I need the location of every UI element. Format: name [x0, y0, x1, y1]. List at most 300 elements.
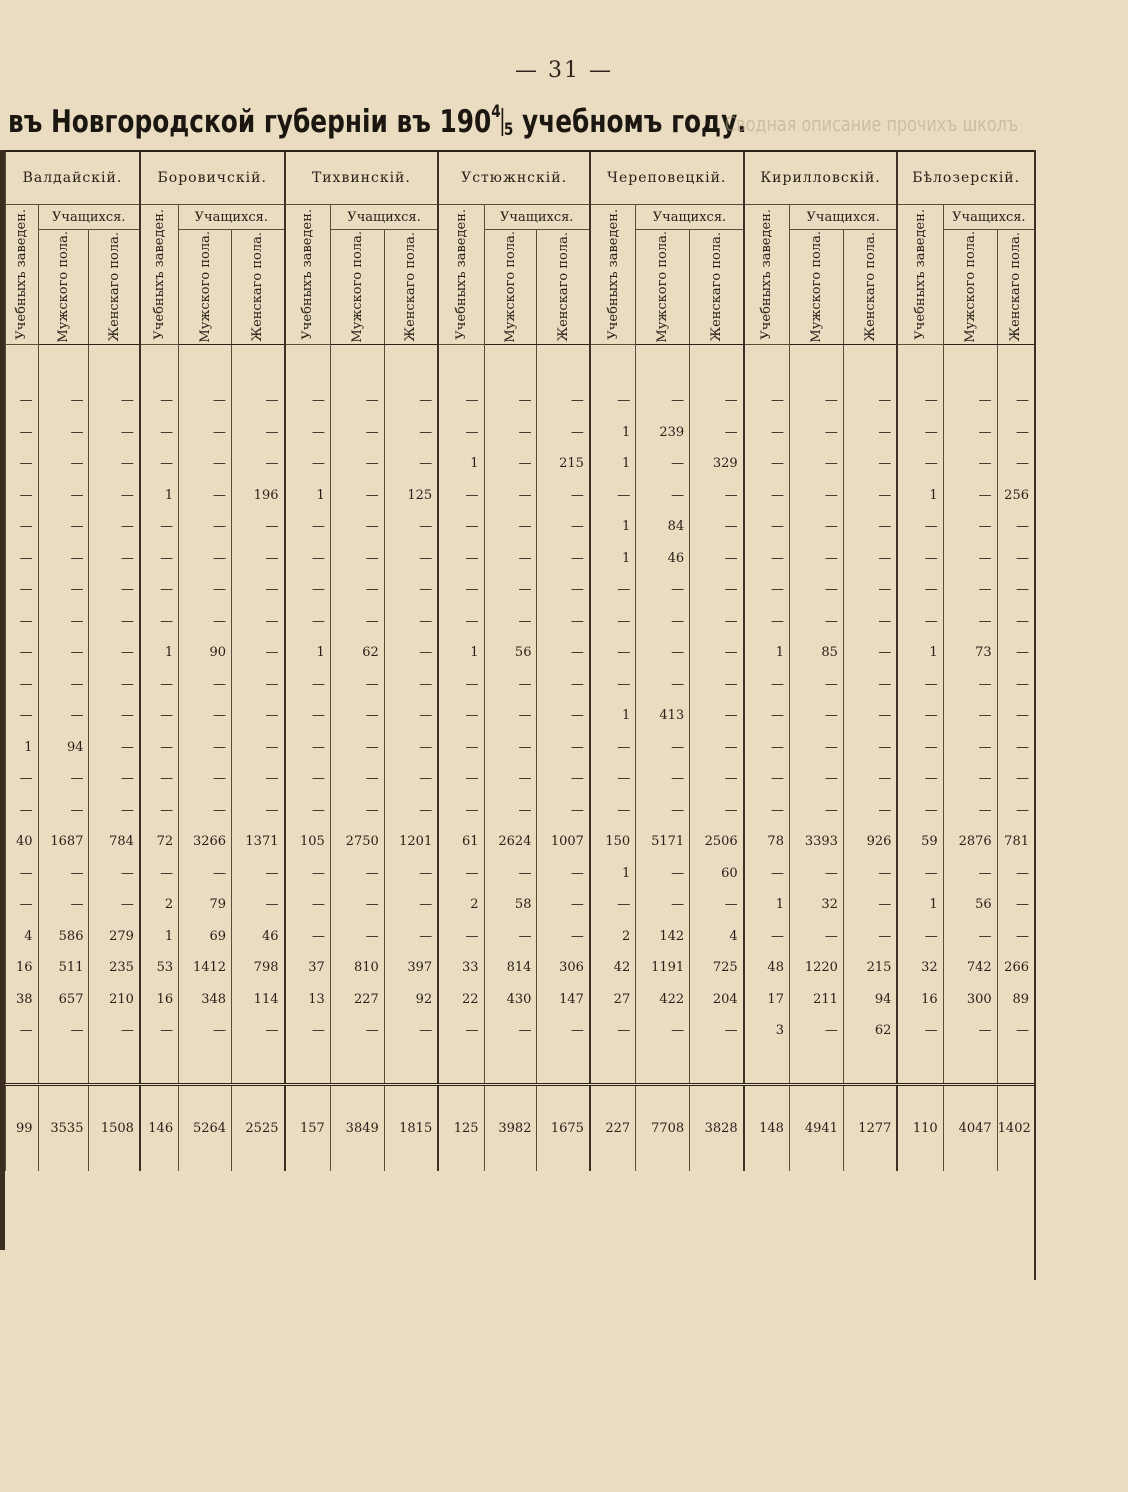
table-cell: —	[537, 669, 590, 701]
table-cell: —	[384, 921, 438, 953]
schools-column-header	[285, 205, 331, 345]
table-cell: 3	[744, 1015, 790, 1047]
table-cell: —	[179, 511, 232, 543]
spacer-cell	[179, 345, 232, 386]
table-cell: 430	[484, 984, 537, 1016]
table-cell: —	[484, 669, 537, 701]
spacer-cell	[997, 345, 1034, 386]
table-cell: —	[744, 763, 790, 795]
table-cell: —	[38, 763, 89, 795]
table-cell: —	[438, 511, 484, 543]
schools-column-header	[438, 205, 484, 345]
schools-label: Учебныхъ заведен.	[152, 209, 168, 340]
table-cell: —	[232, 1015, 285, 1047]
male-label: Мужского пола.	[349, 231, 365, 343]
table-cell: —	[330, 732, 384, 764]
table-cell: —	[89, 480, 140, 512]
table-cell: —	[590, 385, 636, 417]
table-cell: —	[6, 637, 39, 669]
table-row	[6, 511, 1035, 543]
male-column-header	[943, 230, 997, 345]
table-cell: —	[897, 448, 943, 480]
table-cell: 397	[384, 952, 438, 984]
table-cell: 3982	[484, 1084, 537, 1171]
table-cell: —	[744, 606, 790, 638]
table-cell: —	[943, 1015, 997, 1047]
table-cell: —	[89, 448, 140, 480]
table-row	[6, 952, 1035, 984]
table-cell: —	[744, 480, 790, 512]
table-cell: —	[590, 763, 636, 795]
table-cell: —	[744, 700, 790, 732]
table-cell: —	[590, 732, 636, 764]
table-cell: —	[590, 1015, 636, 1047]
table-cell: —	[997, 669, 1034, 701]
table-cell: —	[943, 921, 997, 953]
spacer-cell	[140, 345, 179, 386]
table-cell: —	[140, 511, 179, 543]
table-cell: —	[232, 669, 285, 701]
table-cell: 1	[590, 511, 636, 543]
table-cell: 90	[179, 637, 232, 669]
table-cell: 1	[285, 480, 331, 512]
table-cell: —	[330, 795, 384, 827]
table-cell: 1	[590, 700, 636, 732]
table-cell: —	[690, 480, 744, 512]
table-cell: —	[232, 889, 285, 921]
table-cell: 256	[997, 480, 1034, 512]
page-heading	[8, 104, 747, 140]
schools-label: Учебныхъ заведен.	[759, 209, 775, 340]
students-header: Учащихся.	[636, 205, 744, 230]
female-column-header	[997, 230, 1034, 345]
table-cell: —	[232, 511, 285, 543]
table-right-rule	[1034, 150, 1036, 1280]
female-column-header	[89, 230, 140, 345]
table-cell: —	[438, 385, 484, 417]
table-cell: 2624	[484, 826, 537, 858]
table-cell: —	[789, 574, 843, 606]
table-cell: 4	[690, 921, 744, 953]
table-row	[6, 795, 1035, 827]
table-cell: —	[330, 480, 384, 512]
table-cell: —	[38, 448, 89, 480]
table-cell: —	[384, 574, 438, 606]
spacer-cell	[38, 1047, 89, 1085]
table-cell: —	[140, 669, 179, 701]
table-cell: —	[789, 858, 843, 890]
table-cell: —	[38, 700, 89, 732]
table-cell: —	[232, 448, 285, 480]
spacer-cell	[330, 345, 384, 386]
spacer-cell	[484, 1047, 537, 1085]
spacer-cell	[89, 345, 140, 386]
table-cell: —	[997, 763, 1034, 795]
table-cell: —	[636, 637, 690, 669]
table-cell: —	[897, 511, 943, 543]
spacer-cell	[6, 345, 39, 386]
female-label: Женскаго пола.	[403, 232, 419, 342]
table-cell: 1220	[789, 952, 843, 984]
table-cell: —	[38, 511, 89, 543]
table-cell: —	[6, 385, 39, 417]
male-label: Мужского пола.	[197, 231, 213, 343]
table-cell: —	[997, 858, 1034, 890]
table-row	[6, 543, 1035, 575]
page-number: — 31 —	[515, 58, 613, 83]
table-cell: —	[38, 417, 89, 449]
table-cell: —	[897, 858, 943, 890]
table-cell: —	[285, 889, 331, 921]
table-row	[6, 889, 1035, 921]
table-row	[6, 921, 1035, 953]
table-cell: —	[843, 417, 897, 449]
table-cell: —	[537, 417, 590, 449]
table-cell: —	[744, 732, 790, 764]
table-cell: —	[140, 795, 179, 827]
table-cell: 348	[179, 984, 232, 1016]
table-cell: —	[179, 448, 232, 480]
spacer-cell	[843, 1047, 897, 1085]
table-cell: —	[690, 669, 744, 701]
table-cell: 1	[590, 858, 636, 890]
table-cell: —	[636, 669, 690, 701]
table-cell: —	[843, 637, 897, 669]
district-header: Череповецкій.	[590, 151, 744, 205]
table-cell: 2750	[330, 826, 384, 858]
table-cell: 1	[897, 889, 943, 921]
table-cell: —	[140, 417, 179, 449]
table-cell: —	[537, 574, 590, 606]
table-cell: —	[843, 889, 897, 921]
students-header: Учащихся.	[789, 205, 897, 230]
table-cell: 3828	[690, 1084, 744, 1171]
table-cell: —	[636, 795, 690, 827]
table-cell: —	[140, 700, 179, 732]
table-cell: 1	[285, 637, 331, 669]
heading-year-sup: 4	[491, 102, 501, 122]
table-cell: —	[484, 574, 537, 606]
male-column-header	[789, 230, 843, 345]
table-cell: 204	[690, 984, 744, 1016]
table-cell: 58	[484, 889, 537, 921]
table-cell: 1371	[232, 826, 285, 858]
table-cell: —	[384, 858, 438, 890]
students-header-row	[6, 205, 1035, 230]
table-cell: —	[330, 385, 384, 417]
district-header: Тихвинскій.	[285, 151, 439, 205]
table-cell: —	[330, 543, 384, 575]
female-label: Женскаго пола.	[862, 232, 878, 342]
table-cell: 56	[943, 889, 997, 921]
table-cell: 4941	[789, 1084, 843, 1171]
table-cell: 329	[690, 448, 744, 480]
table-row	[6, 637, 1035, 669]
table-cell: —	[744, 448, 790, 480]
table-cell: —	[843, 606, 897, 638]
female-column-header	[537, 230, 590, 345]
table-cell: —	[789, 669, 843, 701]
female-column-header	[690, 230, 744, 345]
table-cell: —	[537, 385, 590, 417]
table-cell: —	[997, 511, 1034, 543]
table-cell: —	[384, 732, 438, 764]
table-cell: —	[843, 543, 897, 575]
table-cell: 84	[636, 511, 690, 543]
spacer-cell	[590, 1047, 636, 1085]
table-cell: —	[897, 417, 943, 449]
spacer-cell	[438, 345, 484, 386]
table-cell: —	[636, 858, 690, 890]
table-cell: —	[89, 606, 140, 638]
table-cell: —	[6, 417, 39, 449]
table-row	[6, 826, 1035, 858]
table-cell: —	[140, 543, 179, 575]
table-cell: —	[590, 480, 636, 512]
table-cell: —	[744, 795, 790, 827]
table-cell: —	[140, 1015, 179, 1047]
table-cell: —	[537, 921, 590, 953]
table-cell: —	[89, 417, 140, 449]
table-cell: 125	[384, 480, 438, 512]
district-header-row	[6, 151, 1035, 205]
table-cell: —	[384, 669, 438, 701]
table-cell: 46	[636, 543, 690, 575]
table-cell: —	[179, 858, 232, 890]
table-cell: —	[384, 889, 438, 921]
table-cell: —	[943, 858, 997, 890]
spacer-cell	[537, 345, 590, 386]
table-cell: 3266	[179, 826, 232, 858]
table-cell: —	[843, 921, 897, 953]
schools-label: Учебныхъ заведен.	[605, 209, 621, 340]
students-header: Учащихся.	[179, 205, 285, 230]
table-cell: —	[89, 763, 140, 795]
table-cell: 72	[140, 826, 179, 858]
table-cell: 56	[484, 637, 537, 669]
table-cell: 215	[537, 448, 590, 480]
table-cell: —	[997, 385, 1034, 417]
table-cell: —	[636, 448, 690, 480]
table-cell: 210	[89, 984, 140, 1016]
table-cell: —	[744, 858, 790, 890]
table-cell: —	[484, 858, 537, 890]
table-cell: —	[690, 417, 744, 449]
table-cell: —	[6, 700, 39, 732]
table-cell: 2876	[943, 826, 997, 858]
table-cell: —	[943, 606, 997, 638]
table-cell: —	[232, 543, 285, 575]
table-cell: —	[636, 763, 690, 795]
table-cell: 22	[438, 984, 484, 1016]
table-cell: —	[537, 480, 590, 512]
table-cell: —	[38, 1015, 89, 1047]
table-cell: —	[285, 669, 331, 701]
table-cell: 1007	[537, 826, 590, 858]
table-cell: 4	[6, 921, 39, 953]
table-cell: —	[285, 732, 331, 764]
table-cell: —	[330, 700, 384, 732]
table-cell: 3393	[789, 826, 843, 858]
table-cell: —	[843, 385, 897, 417]
table-cell: 781	[997, 826, 1034, 858]
table-cell: 53	[140, 952, 179, 984]
table-cell: 239	[636, 417, 690, 449]
table-cell: —	[484, 732, 537, 764]
table-cell: —	[38, 889, 89, 921]
table-cell: 1	[590, 417, 636, 449]
table-cell: —	[636, 606, 690, 638]
table-cell: —	[943, 480, 997, 512]
table-cell: —	[843, 795, 897, 827]
table-cell: 1	[140, 921, 179, 953]
table-cell: —	[690, 511, 744, 543]
table-row	[6, 669, 1035, 701]
table-cell: —	[943, 700, 997, 732]
table-cell: —	[997, 795, 1034, 827]
table-cell: —	[438, 1015, 484, 1047]
table-cell: —	[537, 795, 590, 827]
table-cell: 33	[438, 952, 484, 984]
district-header: Бѣлозерскій.	[897, 151, 1034, 205]
table-cell: —	[232, 606, 285, 638]
table-cell: —	[38, 574, 89, 606]
table-cell: —	[438, 480, 484, 512]
table-cell: —	[997, 637, 1034, 669]
table-cell: —	[636, 732, 690, 764]
table-cell: 227	[590, 1084, 636, 1171]
table-cell: 7708	[636, 1084, 690, 1171]
spacer-cell	[140, 1047, 179, 1085]
table-cell: —	[384, 795, 438, 827]
table-cell: 227	[330, 984, 384, 1016]
male-label: Мужского пола.	[808, 231, 824, 343]
table-cell: —	[997, 732, 1034, 764]
table-cell: —	[140, 606, 179, 638]
table-cell: 1402	[997, 1084, 1034, 1171]
schools-column-header	[744, 205, 790, 345]
table-cell: 1687	[38, 826, 89, 858]
table-cell: —	[140, 858, 179, 890]
table-cell: —	[690, 763, 744, 795]
table-cell: —	[179, 385, 232, 417]
table-cell: —	[636, 480, 690, 512]
table-cell: 2	[140, 889, 179, 921]
table-cell: 1	[897, 480, 943, 512]
male-column-header	[636, 230, 690, 345]
table-cell: —	[484, 921, 537, 953]
table-cell: —	[330, 448, 384, 480]
table-cell: 422	[636, 984, 690, 1016]
table-cell: —	[690, 543, 744, 575]
table-cell: —	[690, 795, 744, 827]
table-cell: —	[330, 1015, 384, 1047]
schools-column-header	[590, 205, 636, 345]
table-cell: —	[285, 417, 331, 449]
table-cell: —	[843, 732, 897, 764]
table-cell: 2	[438, 889, 484, 921]
table-row	[6, 417, 1035, 449]
table-cell: —	[537, 700, 590, 732]
table-cell: —	[89, 858, 140, 890]
table-cell: —	[384, 637, 438, 669]
female-column-header	[232, 230, 285, 345]
male-column-header	[179, 230, 232, 345]
table-cell: —	[6, 763, 39, 795]
table-cell: —	[6, 1015, 39, 1047]
students-header: Учащихся.	[38, 205, 140, 230]
table-cell: —	[537, 637, 590, 669]
spacer-cell	[744, 1047, 790, 1085]
table-cell: 215	[843, 952, 897, 984]
table-cell: 13	[285, 984, 331, 1016]
table-cell: —	[636, 385, 690, 417]
table-cell: —	[438, 700, 484, 732]
schools-column-header	[6, 205, 39, 345]
table-cell: —	[438, 858, 484, 890]
table-cell: —	[285, 511, 331, 543]
table-cell: —	[89, 574, 140, 606]
table-cell: —	[38, 606, 89, 638]
table-cell: —	[843, 448, 897, 480]
table-cell: —	[89, 732, 140, 764]
male-column-header	[330, 230, 384, 345]
male-label: Мужского пола.	[56, 231, 72, 343]
table-cell: —	[843, 480, 897, 512]
table-cell: 211	[789, 984, 843, 1016]
table-cell: —	[232, 417, 285, 449]
table-row	[6, 1015, 1035, 1047]
table-cell: —	[744, 574, 790, 606]
table-cell: —	[897, 669, 943, 701]
spacer-cell	[384, 1047, 438, 1085]
spacer-cell	[843, 345, 897, 386]
table-cell: 110	[897, 1084, 943, 1171]
table-cell: 1	[6, 732, 39, 764]
table-cell: —	[897, 1015, 943, 1047]
table-cell: —	[690, 732, 744, 764]
table-cell: —	[232, 574, 285, 606]
table-cell: 62	[330, 637, 384, 669]
table-cell: 1191	[636, 952, 690, 984]
table-cell: —	[590, 606, 636, 638]
table-cell: —	[179, 700, 232, 732]
table-cell: —	[484, 543, 537, 575]
table-cell: —	[943, 732, 997, 764]
table-cell: —	[690, 574, 744, 606]
table-cell: —	[179, 574, 232, 606]
table-cell: —	[89, 511, 140, 543]
heading-text-end: учебномъ году.	[513, 104, 747, 140]
table-cell: —	[438, 606, 484, 638]
table-cell: —	[484, 511, 537, 543]
table-cell: —	[285, 795, 331, 827]
table-cell: —	[438, 795, 484, 827]
spacer-cell	[690, 1047, 744, 1085]
table-cell: —	[6, 574, 39, 606]
table-cell: —	[384, 417, 438, 449]
spacer-cell	[897, 1047, 943, 1085]
spacer-cell	[636, 1047, 690, 1085]
spacer-cell	[789, 1047, 843, 1085]
table-cell: 73	[943, 637, 997, 669]
table-cell: —	[179, 795, 232, 827]
spacer-cell	[285, 1047, 331, 1085]
table-cell: 27	[590, 984, 636, 1016]
female-column-header	[843, 230, 897, 345]
table-cell: 1	[744, 889, 790, 921]
table-cell: 99	[6, 1084, 39, 1171]
